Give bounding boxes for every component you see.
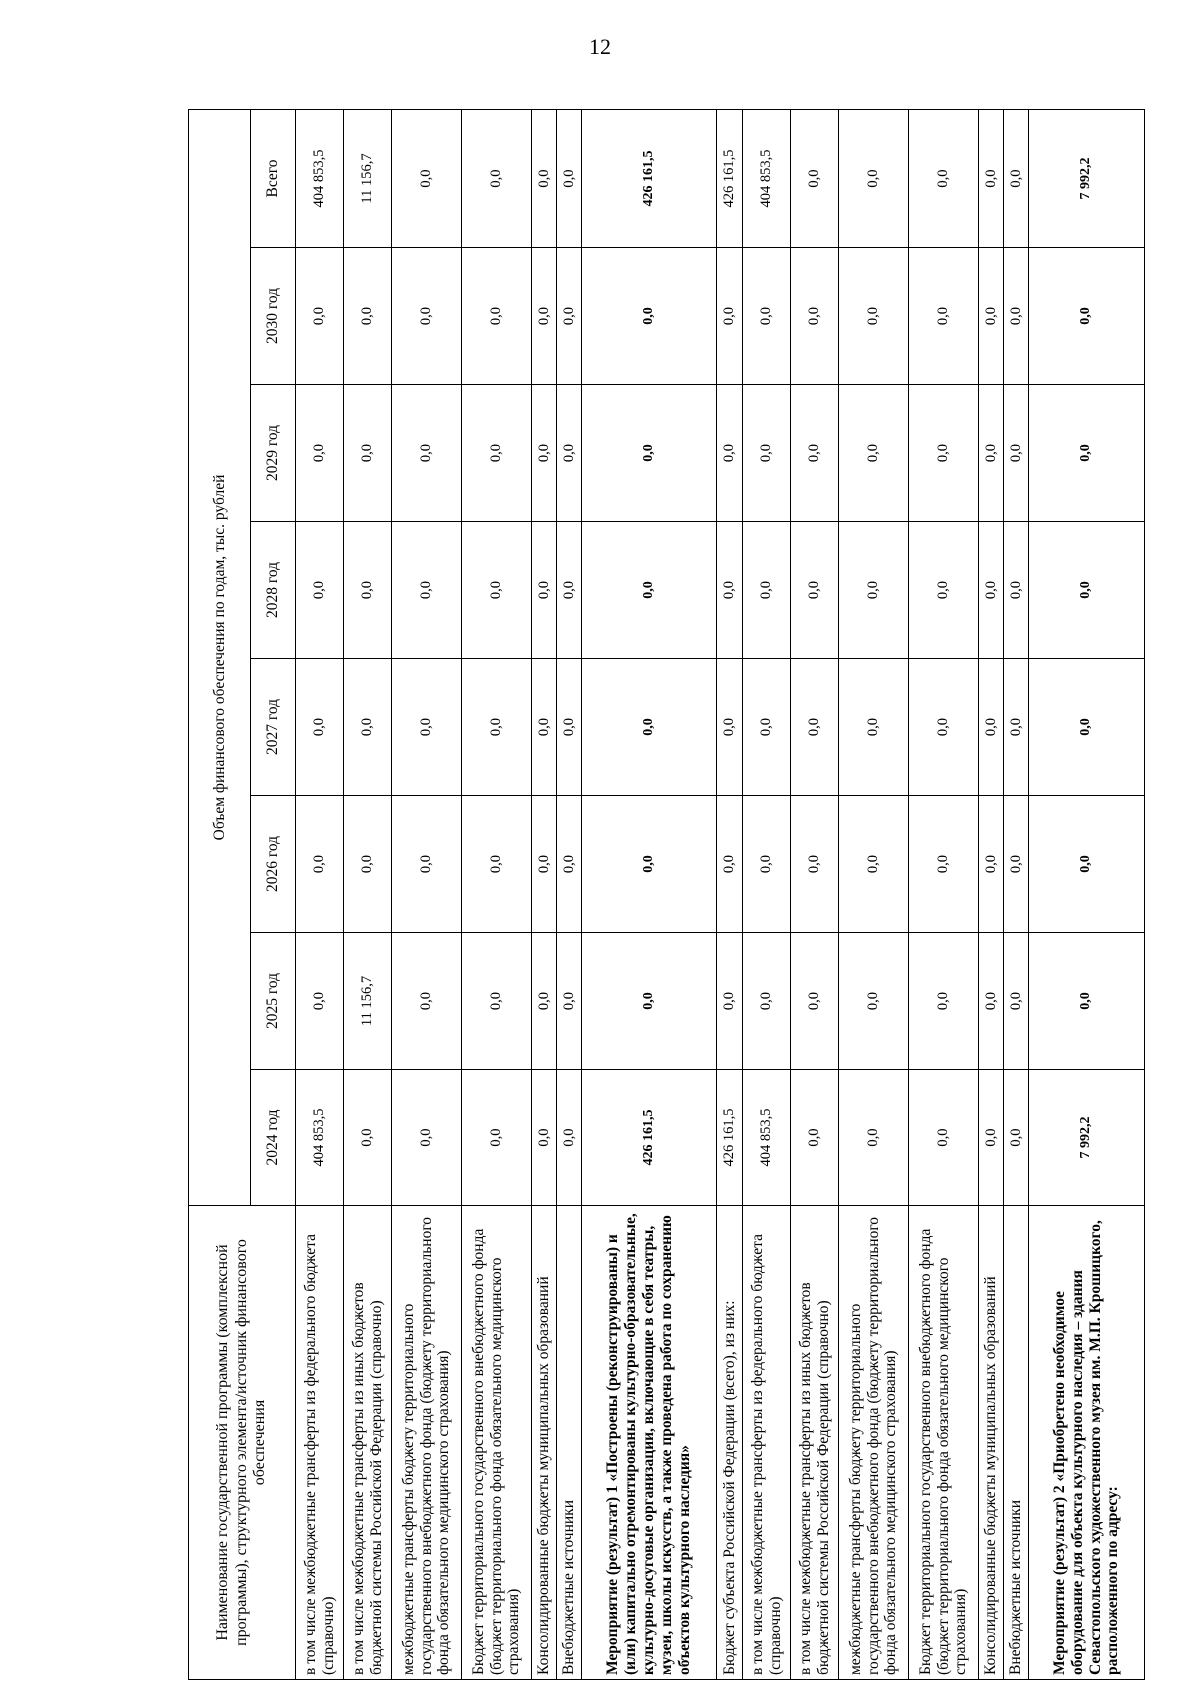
row-name: межбюджетные трансферты бюджету территориального государственного внебюджетного фонда (бюджету территориального фонда обязательного медицинского страхования) xyxy=(846,1216,900,1675)
year-value-cell: 0,0 xyxy=(909,796,979,933)
total-value-cell: 426 161,5 xyxy=(582,110,717,248)
year-value-cell: 0,0 xyxy=(979,933,1004,1070)
table-row xyxy=(909,110,979,1680)
year-value-cell: 0,0 xyxy=(909,248,979,385)
year-value-cell: 0,0 xyxy=(532,1070,557,1206)
year-value-cell: 0,0 xyxy=(582,659,717,796)
year-value-cell: 0,0 xyxy=(344,522,392,659)
year-value-cell: 0,0 xyxy=(791,1070,839,1206)
table-row xyxy=(344,110,392,1680)
year-value-cell: 0,0 xyxy=(1004,385,1029,522)
year-value-cell: 0,0 xyxy=(839,659,909,796)
year-value-cell: 0,0 xyxy=(296,385,344,522)
year-value-cell: 11 156,7 xyxy=(344,933,392,1070)
year-header: 2030 год xyxy=(251,248,296,385)
year-value-cell: 0,0 xyxy=(717,385,743,522)
year-value-cell: 0,0 xyxy=(392,1070,462,1206)
row-name-cell xyxy=(462,1206,532,1680)
year-value-cell: 0,0 xyxy=(557,659,582,796)
row-name-cell xyxy=(392,1206,462,1680)
total-value-cell: 404 853,5 xyxy=(743,110,791,248)
year-value-cell: 0,0 xyxy=(462,248,532,385)
table-row xyxy=(743,110,791,1680)
row-name: Мероприятие (результат) 2 «Приобретено необходимое оборудование для объекта культурного наследия – здания Севастопольского художественного музея им. М.П. Крошицкого, расположенного по адресу: xyxy=(1050,1220,1122,1675)
year-header: 2024 год xyxy=(251,1070,296,1206)
year-value-cell: 0,0 xyxy=(532,796,557,933)
year-value-cell: 0,0 xyxy=(839,522,909,659)
year-value-cell: 426 161,5 xyxy=(582,1070,717,1206)
table-row xyxy=(462,110,532,1680)
year-value-cell: 0,0 xyxy=(557,933,582,1070)
year-value-cell: 0,0 xyxy=(392,248,462,385)
row-name-cell xyxy=(979,1206,1004,1680)
year-value-cell: 0,0 xyxy=(344,1070,392,1206)
year-value-cell: 0,0 xyxy=(839,385,909,522)
year-value-cell: 0,0 xyxy=(557,385,582,522)
year-header: 2025 год xyxy=(251,933,296,1070)
year-value-cell: 0,0 xyxy=(532,248,557,385)
row-name-cell xyxy=(296,1206,344,1680)
header-row-1 xyxy=(189,110,251,1680)
year-value-cell: 0,0 xyxy=(717,659,743,796)
total-value-cell: 0,0 xyxy=(909,110,979,248)
table-row xyxy=(839,110,909,1680)
year-value-cell: 0,0 xyxy=(1029,796,1145,933)
row-name: Бюджет территориального государственного внебюджетного фонда (бюджет территориального фонда обязательного медицинского страхования) xyxy=(916,1228,970,1675)
total-header: Всего xyxy=(251,110,296,248)
year-value-cell: 0,0 xyxy=(582,522,717,659)
year-value-cell: 0,0 xyxy=(1004,933,1029,1070)
year-value-cell: 0,0 xyxy=(909,385,979,522)
table-row xyxy=(557,110,582,1680)
year-value-cell: 0,0 xyxy=(979,659,1004,796)
year-value-cell: 0,0 xyxy=(1004,1070,1029,1206)
year-value-cell: 0,0 xyxy=(557,522,582,659)
year-value-cell: 0,0 xyxy=(344,385,392,522)
total-value-cell: 0,0 xyxy=(392,110,462,248)
year-value-cell: 0,0 xyxy=(392,659,462,796)
year-value-cell: 0,0 xyxy=(909,1070,979,1206)
row-name-cell xyxy=(743,1206,791,1680)
table-row xyxy=(532,110,557,1680)
year-value-cell: 0,0 xyxy=(979,385,1004,522)
year-value-cell: 404 853,5 xyxy=(296,1070,344,1206)
year-value-cell: 0,0 xyxy=(557,1070,582,1206)
year-value-cell: 0,0 xyxy=(1004,796,1029,933)
financing-table xyxy=(188,109,1145,1680)
year-value-cell: 0,0 xyxy=(296,659,344,796)
total-value-cell: 0,0 xyxy=(791,110,839,248)
table-row xyxy=(791,110,839,1680)
year-value-cell: 0,0 xyxy=(743,796,791,933)
year-value-cell: 404 853,5 xyxy=(743,1070,791,1206)
year-value-cell: 0,0 xyxy=(1004,522,1029,659)
table-row xyxy=(296,110,344,1680)
year-value-cell: 7 992,2 xyxy=(1029,1070,1145,1206)
year-value-cell: 0,0 xyxy=(979,248,1004,385)
table-row xyxy=(1029,110,1145,1680)
year-value-cell: 0,0 xyxy=(1029,933,1145,1070)
year-value-cell: 0,0 xyxy=(743,385,791,522)
year-value-cell: 0,0 xyxy=(532,385,557,522)
year-value-cell: 0,0 xyxy=(462,385,532,522)
year-value-cell: 0,0 xyxy=(1029,659,1145,796)
year-value-cell: 0,0 xyxy=(462,522,532,659)
year-value-cell: 0,0 xyxy=(717,796,743,933)
year-value-cell: 0,0 xyxy=(532,933,557,1070)
year-value-cell: 0,0 xyxy=(344,248,392,385)
row-name-cell xyxy=(909,1206,979,1680)
year-value-cell: 0,0 xyxy=(532,522,557,659)
year-value-cell: 0,0 xyxy=(1004,659,1029,796)
row-name-cell xyxy=(791,1206,839,1680)
year-value-cell: 0,0 xyxy=(909,522,979,659)
year-value-cell: 0,0 xyxy=(839,933,909,1070)
year-value-cell: 0,0 xyxy=(791,796,839,933)
year-value-cell: 0,0 xyxy=(909,933,979,1070)
row-name-cell xyxy=(1004,1206,1029,1680)
total-value-cell: 0,0 xyxy=(557,110,582,248)
rotated-table-container xyxy=(188,110,1122,1680)
row-name: Консолидированные бюджеты муниципальных образований xyxy=(982,1276,1000,1675)
year-value-cell: 0,0 xyxy=(392,933,462,1070)
year-value-cell: 0,0 xyxy=(392,522,462,659)
year-value-cell: 0,0 xyxy=(979,1070,1004,1206)
year-value-cell: 0,0 xyxy=(979,522,1004,659)
row-name: в том числе межбюджетные трансферты из федерального бюджета (справочно) xyxy=(301,1233,337,1675)
row-name-cell xyxy=(582,1206,717,1680)
year-value-cell: 0,0 xyxy=(979,796,1004,933)
row-name: в том числе межбюджетные трансферты из иных бюджетов бюджетной системы Российской Федерации (справочно) xyxy=(796,1282,832,1675)
table-row xyxy=(392,110,462,1680)
row-name: Бюджет субъекта Российской Федерации (всего), из них: xyxy=(720,1300,738,1675)
year-value-cell: 0,0 xyxy=(462,659,532,796)
total-value-cell: 426 161,5 xyxy=(717,110,743,248)
year-value-cell: 0,0 xyxy=(743,933,791,1070)
table-row xyxy=(717,110,743,1680)
year-value-cell: 0,0 xyxy=(296,933,344,1070)
year-value-cell: 0,0 xyxy=(743,522,791,659)
year-value-cell: 0,0 xyxy=(717,248,743,385)
year-value-cell: 0,0 xyxy=(743,659,791,796)
year-value-cell: 0,0 xyxy=(839,1070,909,1206)
total-value-cell: 404 853,5 xyxy=(296,110,344,248)
year-value-cell: 426 161,5 xyxy=(717,1070,743,1206)
year-value-cell: 0,0 xyxy=(791,522,839,659)
year-value-cell: 0,0 xyxy=(1029,385,1145,522)
row-name-cell xyxy=(557,1206,582,1680)
row-name: Мероприятие (результат) 1 «Построены (реконструированы) и (или) капитально отремонтированы культурно-образовательные, культурно-досуговые организации, включающие в себя театры, музеи, школы искусств, а также проведена работа по сохранению объектов культурного наследия» xyxy=(604,1213,693,1675)
row-name: Консолидированные бюджеты муниципальных образований xyxy=(535,1276,553,1675)
year-value-cell: 0,0 xyxy=(344,659,392,796)
year-value-cell: 0,0 xyxy=(1029,522,1145,659)
year-header: 2026 год xyxy=(251,796,296,933)
year-value-cell: 0,0 xyxy=(582,933,717,1070)
year-value-cell: 0,0 xyxy=(791,248,839,385)
year-value-cell: 0,0 xyxy=(582,796,717,933)
year-value-cell: 0,0 xyxy=(462,796,532,933)
table-row xyxy=(582,110,717,1680)
year-value-cell: 0,0 xyxy=(296,796,344,933)
row-name-cell xyxy=(839,1206,909,1680)
year-header: 2029 год xyxy=(251,385,296,522)
volume-header: Объем финансового обеспечения по годам, тыс. рублей xyxy=(189,110,251,1206)
year-value-cell: 0,0 xyxy=(717,933,743,1070)
row-name: Внебюджетные источники xyxy=(560,1499,578,1675)
year-value-cell: 0,0 xyxy=(1004,248,1029,385)
year-value-cell: 0,0 xyxy=(462,1070,532,1206)
table-row xyxy=(1004,110,1029,1680)
year-value-cell: 0,0 xyxy=(582,248,717,385)
row-name-cell xyxy=(532,1206,557,1680)
year-value-cell: 0,0 xyxy=(839,248,909,385)
year-value-cell: 0,0 xyxy=(743,248,791,385)
year-value-cell: 0,0 xyxy=(791,659,839,796)
row-name-cell xyxy=(1029,1206,1145,1680)
year-value-cell: 0,0 xyxy=(532,659,557,796)
row-name-cell xyxy=(344,1206,392,1680)
row-name: Внебюджетные источники xyxy=(1007,1499,1025,1675)
year-value-cell: 0,0 xyxy=(582,385,717,522)
table-row xyxy=(979,110,1004,1680)
year-value-cell: 0,0 xyxy=(839,796,909,933)
total-value-cell: 0,0 xyxy=(532,110,557,248)
year-header: 2027 год xyxy=(251,659,296,796)
year-value-cell: 0,0 xyxy=(909,659,979,796)
year-value-cell: 0,0 xyxy=(296,522,344,659)
year-value-cell: 0,0 xyxy=(791,385,839,522)
total-value-cell: 0,0 xyxy=(462,110,532,248)
year-value-cell: 0,0 xyxy=(557,248,582,385)
year-value-cell: 0,0 xyxy=(1029,248,1145,385)
year-value-cell: 0,0 xyxy=(296,248,344,385)
year-value-cell: 0,0 xyxy=(392,385,462,522)
row-name: Бюджет территориального государственного внебюджетного фонда (бюджет территориального фонда обязательного медицинского страхования) xyxy=(469,1228,523,1675)
row-name: в том числе межбюджетные трансферты из иных бюджетов бюджетной системы Российской Федерации (справочно) xyxy=(349,1282,385,1675)
total-value-cell: 0,0 xyxy=(1004,110,1029,248)
page-number: 12 xyxy=(589,34,611,59)
year-header: 2028 год xyxy=(251,522,296,659)
row-name: межбюджетные трансферты бюджету территориального государственного внебюджетного фонда (бюджету территориального фонда обязательного медицинского страхования) xyxy=(399,1216,453,1675)
year-value-cell: 0,0 xyxy=(462,933,532,1070)
year-value-cell: 0,0 xyxy=(791,933,839,1070)
name-column-header: Наименование государственной программы (комплексной программы), структурного элемента/источник финансового обеспечения xyxy=(189,1206,296,1680)
year-value-cell: 0,0 xyxy=(717,522,743,659)
year-value-cell: 0,0 xyxy=(392,796,462,933)
total-value-cell: 0,0 xyxy=(979,110,1004,248)
year-value-cell: 0,0 xyxy=(344,796,392,933)
total-value-cell: 0,0 xyxy=(839,110,909,248)
total-value-cell: 7 992,2 xyxy=(1029,110,1145,248)
row-name-cell xyxy=(717,1206,743,1680)
year-value-cell: 0,0 xyxy=(557,796,582,933)
total-value-cell: 11 156,7 xyxy=(344,110,392,248)
row-name: в том числе межбюджетные трансферты из федерального бюджета (справочно) xyxy=(748,1233,784,1675)
